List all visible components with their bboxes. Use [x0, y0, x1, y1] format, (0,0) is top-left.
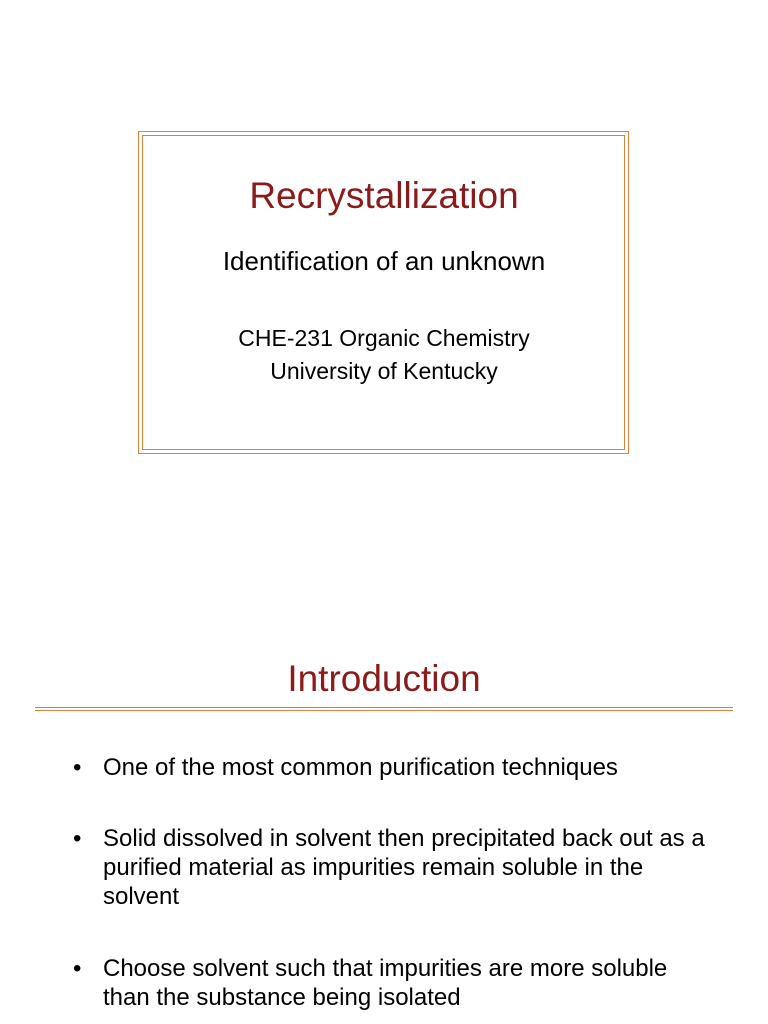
title-divider	[35, 707, 733, 708]
title-divider-lower	[35, 710, 733, 711]
slide-main-title: Recrystallization	[249, 175, 519, 216]
bullet-dot: •	[73, 825, 82, 852]
course-info	[0, 322, 768, 388]
bullet-text: Choose solvent such that impurities are more soluble than the substance being isolated	[103, 955, 668, 1011]
university-name: University of Kentucky	[270, 358, 498, 384]
bullet-text: One of the most common purification techniques	[103, 754, 618, 781]
bullet-dot: •	[73, 955, 82, 982]
course-name: CHE-231 Organic Chemistry	[238, 325, 530, 351]
bullet-dot: •	[73, 754, 82, 781]
introduction-title: Introduction	[287, 658, 481, 699]
slide-subtitle: Identification of an unknown	[222, 246, 546, 276]
bullet-text: Solid dissolved in solvent then precipitated back out as a purified material as impurities remain soluble in the solvent	[103, 825, 705, 910]
